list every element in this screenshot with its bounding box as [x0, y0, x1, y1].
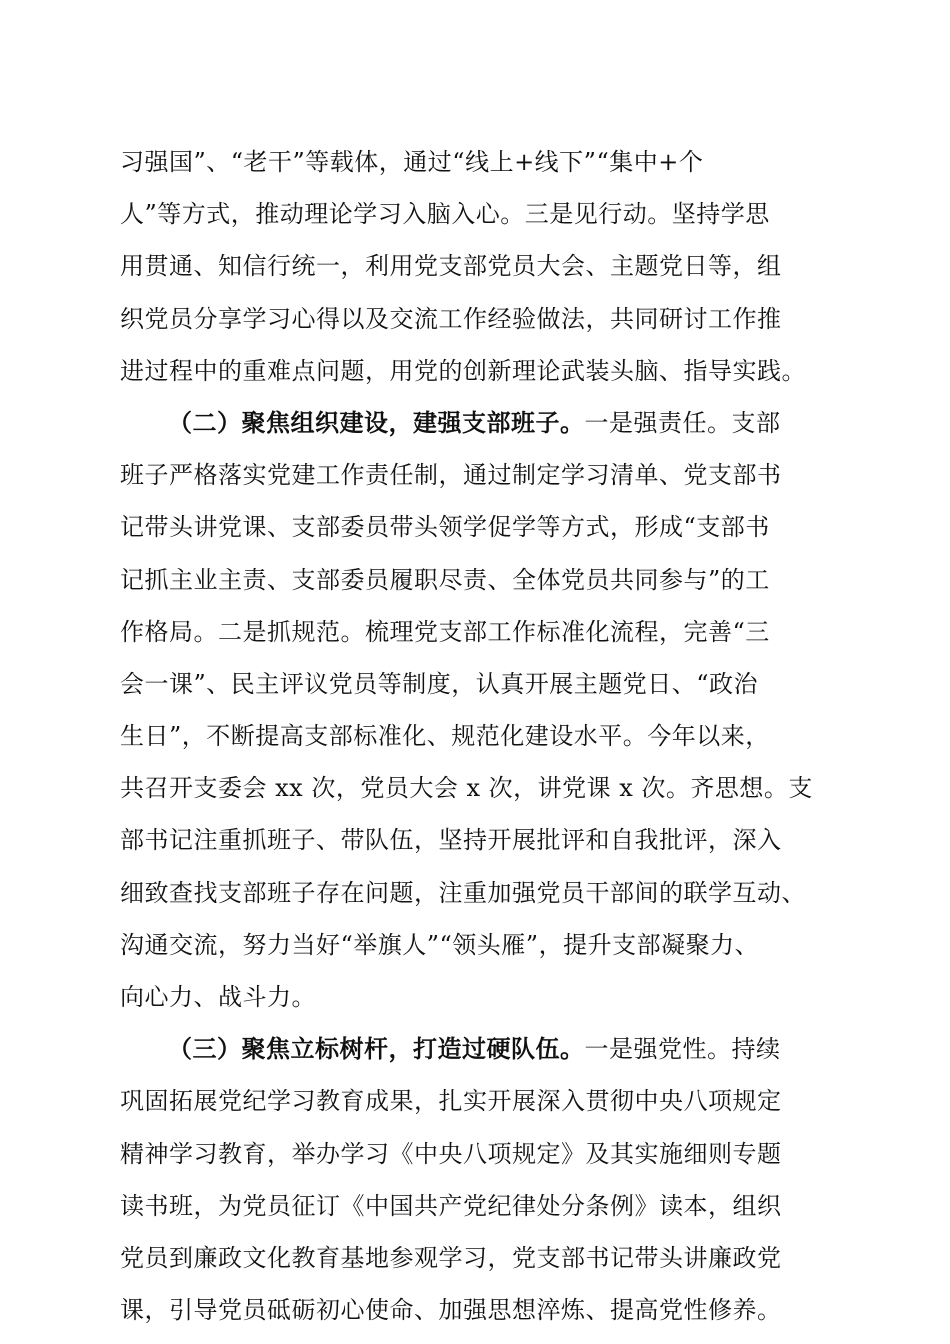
text-line-content: 精神学习教育，举办学习《中央八项规定》及其实施细则专题: [120, 1139, 782, 1168]
text-line: [120, 345, 830, 397]
text-line-content: 作格局。二是抓规范。梳理党支部工作标准化流程，完善“三: [120, 617, 770, 646]
text-line: [120, 1075, 830, 1127]
text-line: [120, 449, 830, 501]
text-line-content: 记抓主业主责、支部委员履职尽责、全体党员共同参与”的工: [120, 565, 770, 594]
text-line-content: 一是强党性。持续: [584, 1035, 781, 1064]
text-line-content: 巩固拓展党纪学习教育成果，扎实开展深入贯彻中央八项规定: [120, 1087, 782, 1116]
text-line-content: 共召开支委会 xx 次，党员大会 x 次，讲党课 x 次。齐思想。支: [120, 774, 813, 803]
text-line: [120, 1180, 830, 1232]
text-line-content: 进过程中的重难点问题，用党的创新理论武装头脑、指导实践。: [120, 356, 806, 385]
text-line: [120, 240, 830, 292]
text-line-content: 用贯通、知信行统一，利用党支部党员大会、主题党日等，组: [120, 252, 782, 281]
text-line: [120, 188, 830, 240]
text-line-content: 课，引导党员砥砺初心使命、加强思想淬炼、提高党性修养。: [120, 1296, 782, 1325]
text-line-content: 会一课”、民主评议党员等制度，认真开展主题党日、“政治: [120, 669, 759, 698]
text-line: [120, 1232, 830, 1284]
text-line: [120, 1128, 830, 1180]
text-line: [120, 658, 830, 710]
text-line: [120, 919, 830, 971]
text-line-content: 人”等方式，推动理论学习入脑入心。三是见行动。坚持学思: [120, 200, 770, 229]
text-line-content: 党员到廉政文化教育基地参观学习，党支部书记带头讲廉政党: [120, 1243, 782, 1272]
text-line: [120, 814, 830, 866]
text-line: [120, 1023, 830, 1075]
text-line-content: 记带头讲党课、支部委员带头领学促学等方式，形成“支部书: [120, 513, 770, 542]
text-line: [120, 762, 830, 814]
text-line: [120, 554, 830, 606]
text-line: [120, 971, 830, 1023]
text-line: [120, 710, 830, 762]
section-heading: （三）聚焦立标树杆，打造过硬队伍。: [168, 1034, 585, 1064]
text-line: [120, 1284, 830, 1336]
text-line-content: 生日”，不断提高支部标准化、规范化建设水平。今年以来，: [120, 722, 770, 751]
text-line: [120, 397, 830, 449]
text-line: [120, 867, 830, 919]
text-line-content: 一是强责任。支部: [584, 408, 781, 437]
text-line-content: 班子严格落实党建工作责任制，通过制定学习清单、党支部书: [120, 461, 782, 490]
text-line: [120, 501, 830, 553]
text-line-content: 细致查找支部班子存在问题，注重加强党员干部间的联学互动、: [120, 878, 806, 907]
text-line-content: 读书班，为党员征订《中国共产党纪律处分条例》读本，组织: [120, 1191, 782, 1220]
text-line-content: 习强国”、“老干”等载体，通过“线上+线下”“集中+个: [120, 148, 704, 176]
text-line-content: 部书记注重抓班子、带队伍，坚持开展批评和自我批评，深入: [120, 826, 782, 855]
text-line: [120, 606, 830, 658]
text-line: [120, 293, 830, 345]
document-body: [120, 136, 830, 1336]
section-heading: （二）聚焦组织建设，建强支部班子。: [168, 407, 585, 437]
text-line-content: 沟通交流，努力当好“举旗人”“领头雁”，提升支部凝聚力、: [120, 930, 760, 959]
text-line: [120, 136, 830, 188]
text-line-content: 织党员分享学习心得以及交流工作经验做法，共同研讨工作推: [120, 304, 782, 333]
text-line-content: 向心力、战斗力。: [120, 983, 316, 1011]
